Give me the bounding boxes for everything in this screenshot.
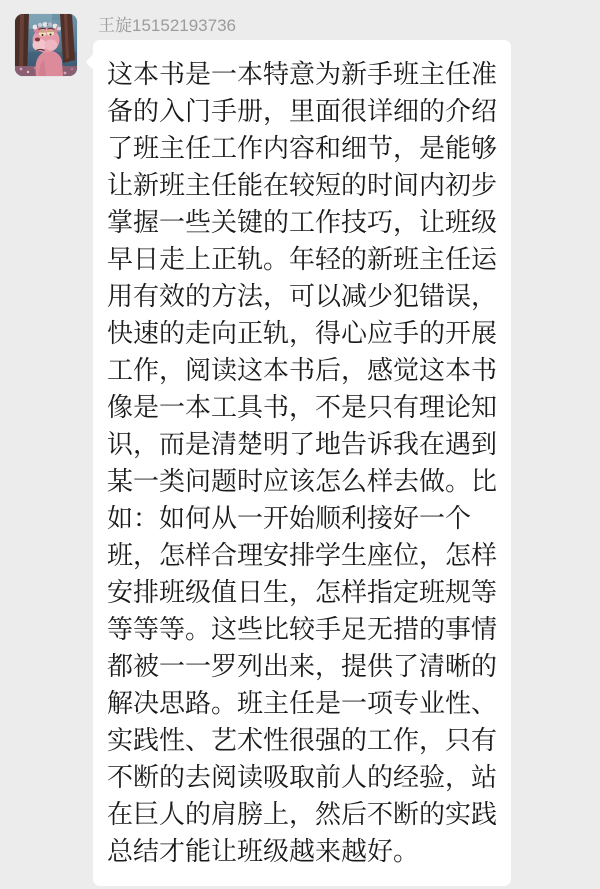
pink-panther-avatar-image <box>15 14 77 76</box>
message-bubble[interactable] <box>93 40 511 886</box>
avatar[interactable] <box>15 14 77 76</box>
bubble-tail <box>86 54 103 71</box>
message-text: 这本书是一本特意为新手班主任准备的入门手册，里面很详细的介绍了班主任工作内容和细节，是能够让新班主任能在较短的时间内初步掌握一些关键的工作技巧，让班级早日走上正轨。年轻的新班主任运用有效的方法，可以减少犯错误，快速的走向正轨，得心应手的开展工作，阅读这本书后，感觉这本书像是一本工具书，不是只有理论知识，而是清楚明了地告诉我在遇到某一类问题时应该怎么样去做。比如：如何从一开始顺利接好一个班，怎样合理安排学生座位，怎样安排班级值日生，怎样指定班规等等等等。这些比较手足无措的事情都被一一罗列出来，提供了清晰的解决思路。班主任是一项专业性、实践性、艺术性很强的工作，只有不断的去阅读吸取前人的经验，站在巨人的肩膀上，然后不断的实践总结才能让班级越来越好。 <box>107 59 498 866</box>
sender-name: 王旋15152193736 <box>98 16 237 35</box>
